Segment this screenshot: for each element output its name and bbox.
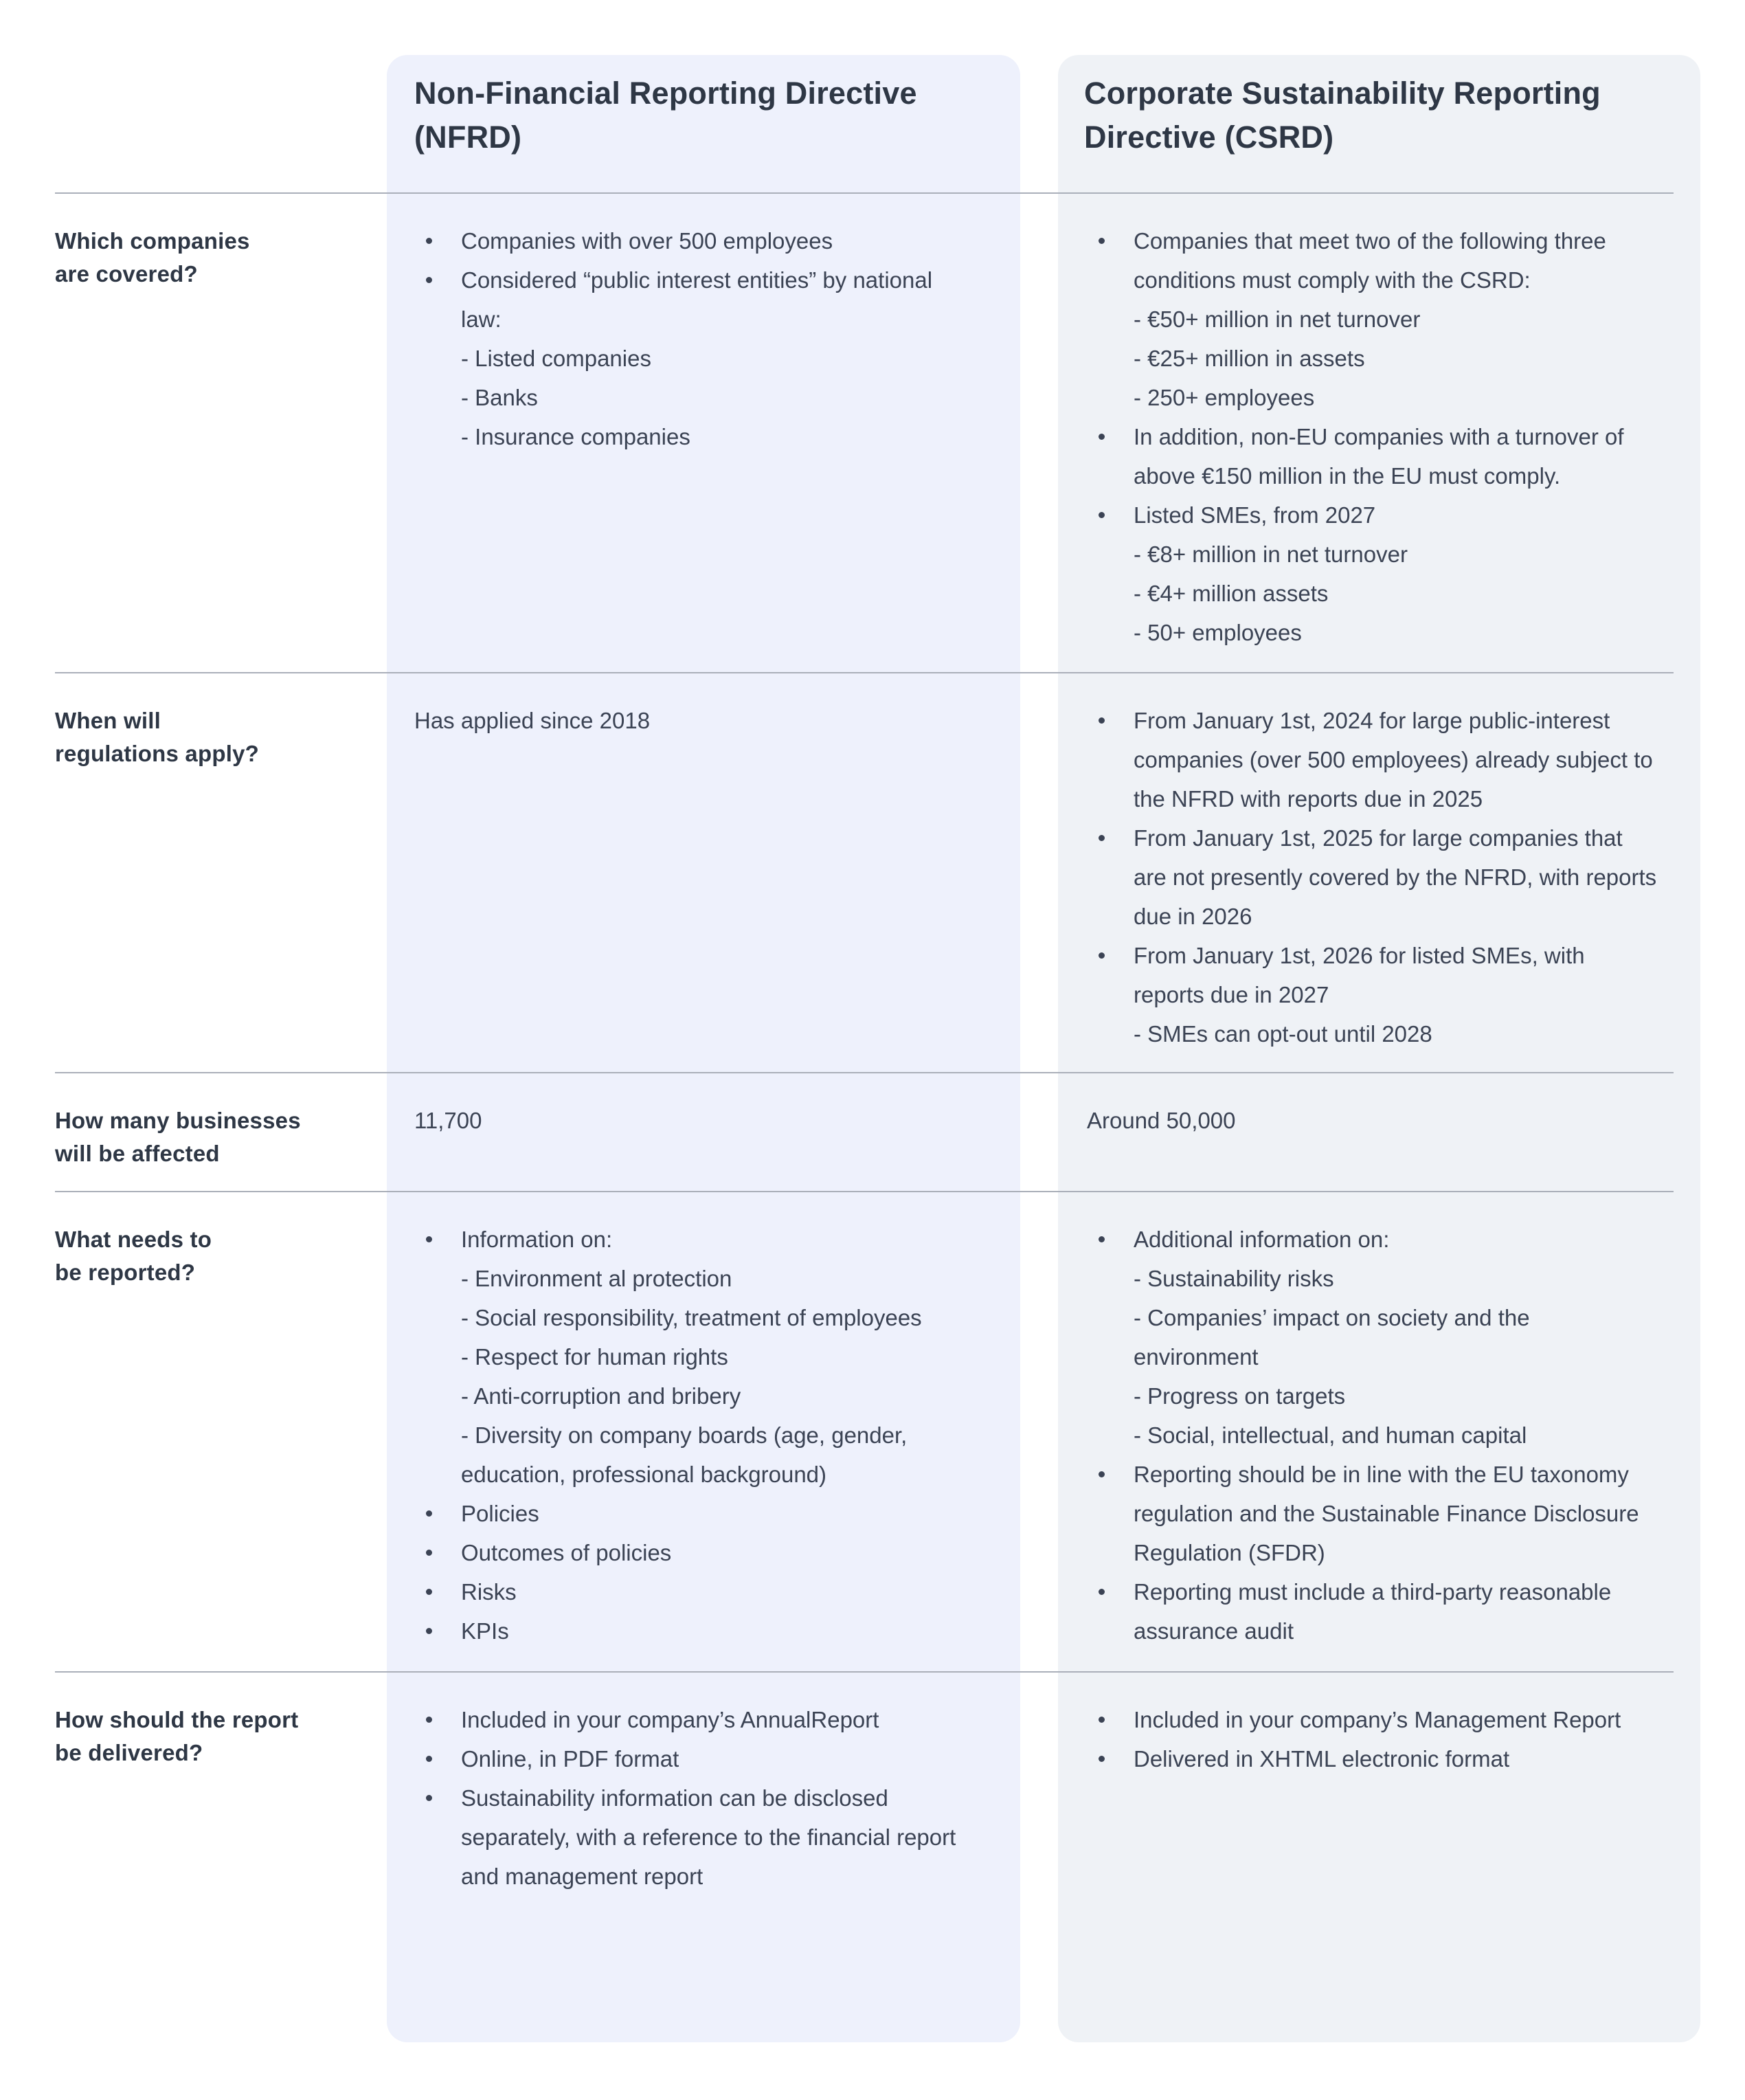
csrd-cell-what-reported: [1087, 1220, 1657, 1651]
nfrd-cell-report-delivered: [414, 1700, 971, 1896]
bullet-text: Companies that meet two of the following three conditions must comply with the CSRD:: [1134, 228, 1606, 293]
bullet-item: [1087, 1572, 1657, 1651]
sub-item: - Environment al protection: [461, 1266, 732, 1291]
bullet-dot-icon: [1099, 1471, 1105, 1477]
bullet-dot-icon: [1099, 952, 1105, 959]
row-label-report-delivered: [55, 1704, 378, 1769]
sub-item: - Sustainability risks: [1134, 1266, 1334, 1291]
bullet-text: Companies with over 500 employees: [461, 228, 833, 254]
bullet-text: Considered “public interest entities” by national law:: [461, 267, 933, 332]
row-label-line: What needs to: [55, 1227, 212, 1252]
bullet-dot-icon: [1099, 238, 1105, 244]
bullet-item: [414, 1572, 971, 1611]
bullet-item: [414, 1220, 971, 1259]
bullet-dot-icon: [426, 1589, 432, 1595]
bullet-text: Included in your company’s AnnualReport: [461, 1707, 879, 1732]
bullet-dot-icon: [426, 1236, 432, 1242]
bullet-dot-icon: [426, 1628, 432, 1634]
row-label-line: regulations apply?: [55, 741, 259, 766]
sub-item: - Anti-corruption and bribery: [461, 1383, 741, 1409]
sub-item: - €50+ million in net turnover: [1134, 306, 1421, 332]
row-label-line: are covered?: [55, 261, 198, 287]
sub-item: - 250+ employees: [1134, 385, 1315, 410]
sub-item: - Insurance companies: [461, 424, 690, 449]
sub-item: - Companies’ impact on society and the environment: [1134, 1305, 1530, 1370]
bullet-item: [1087, 818, 1657, 936]
row-divider: [55, 1072, 1674, 1073]
csrd-cell-when-apply: [1087, 701, 1657, 1053]
bullet-text: Online, in PDF format: [461, 1746, 679, 1772]
bullet-dot-icon: [1099, 1236, 1105, 1242]
bullet-text: Outcomes of policies: [461, 1540, 672, 1565]
bullet-dot-icon: [426, 238, 432, 244]
bullet-dot-icon: [1099, 835, 1105, 841]
sub-item: - Respect for human rights: [461, 1344, 728, 1370]
bullet-text: Sustainability information can be disclosed separately, with a reference to the financial report and management report: [461, 1785, 956, 1889]
bullet-text: Additional information on:: [1134, 1227, 1390, 1252]
row-label-line: How many businesses: [55, 1108, 301, 1133]
bullet-dot-icon: [426, 1717, 432, 1723]
bullet-item: [1087, 1220, 1657, 1259]
bullet-dot-icon: [426, 1756, 432, 1762]
bullet-text: Risks: [461, 1579, 517, 1605]
bullet-item: [1087, 936, 1657, 1014]
row-label-line: be delivered?: [55, 1740, 203, 1765]
bullet-dot-icon: [1099, 434, 1105, 440]
bullet-text: Included in your company’s Management Report: [1134, 1707, 1621, 1732]
bullet-item: [1087, 1455, 1657, 1572]
bullet-text: Information on:: [461, 1227, 613, 1252]
bullet-item: [414, 1611, 971, 1651]
csrd-cell-report-delivered: [1087, 1700, 1657, 1778]
sub-item: - SMEs can opt-out until 2028: [1134, 1021, 1432, 1047]
nfrd-cell-companies-covered: [414, 221, 971, 456]
bullet-dot-icon: [1099, 1756, 1105, 1762]
bullet-dot-icon: [1099, 1717, 1105, 1723]
sub-item: - Diversity on company boards (age, gender, education, professional background): [461, 1422, 908, 1487]
sub-item: - 50+ employees: [1134, 620, 1302, 645]
bullet-text: From January 1st, 2025 for large companies that are not presently covered by the NFRD, with reports due in 2026: [1134, 825, 1657, 929]
bullet-dot-icon: [1099, 1589, 1105, 1595]
sub-item: - Social, intellectual, and human capital: [1134, 1422, 1527, 1448]
sub-item: - €8+ million in net turnover: [1134, 541, 1408, 567]
nfrd-cell-when-apply: [414, 701, 971, 740]
bullet-text: From January 1st, 2026 for listed SMEs, with reports due in 2027: [1134, 943, 1585, 1007]
row-divider: [55, 192, 1674, 194]
cell-text: Around 50,000: [1087, 1108, 1236, 1133]
sub-item: - €25+ million in assets: [1134, 346, 1365, 371]
bullet-text: Listed SMEs, from 2027: [1134, 502, 1376, 528]
bullet-text: In addition, non-EU companies with a turnover of above €150 million in the EU must comply.: [1134, 424, 1624, 489]
csrd-column-title: Corporate Sustainability Reporting Directive (CSRD): [1084, 76, 1601, 155]
bullet-text: Delivered in XHTML electronic format: [1134, 1746, 1510, 1772]
bullet-item: [1087, 1739, 1657, 1778]
bullet-dot-icon: [1099, 512, 1105, 518]
bullet-item: [414, 260, 971, 339]
row-label-line: Which companies: [55, 228, 250, 254]
sub-item: - Listed companies: [461, 346, 651, 371]
bullet-item: [414, 1739, 971, 1778]
bullet-dot-icon: [1099, 717, 1105, 724]
nfrd-cell-businesses-affected: [414, 1101, 971, 1140]
bullet-text: From January 1st, 2024 for large public-interest companies (over 500 employees) already subject to the NFRD with reports due in 2025: [1134, 708, 1653, 812]
bullet-item: [1087, 701, 1657, 818]
bullet-item: [1087, 495, 1657, 535]
row-label-line: will be affected: [55, 1141, 220, 1166]
bullet-dot-icon: [426, 277, 432, 283]
csrd-cell-companies-covered: [1087, 221, 1657, 652]
sub-item: - Social responsibility, treatment of employees: [461, 1305, 922, 1330]
row-label-line: When will: [55, 708, 161, 733]
row-label-businesses-affected: [55, 1104, 378, 1170]
bullet-item: [1087, 1700, 1657, 1739]
bullet-item: [414, 1533, 971, 1572]
bullet-dot-icon: [426, 1550, 432, 1556]
cell-text: Has applied since 2018: [414, 708, 651, 733]
bullet-text: Reporting should be in line with the EU taxonomy regulation and the Sustainable Finance Disclosure Regulation (SFDR): [1134, 1462, 1639, 1565]
row-label-line: be reported?: [55, 1260, 196, 1285]
sub-item: - Banks: [461, 385, 538, 410]
sub-item: - €4+ million assets: [1134, 581, 1329, 606]
bullet-dot-icon: [426, 1795, 432, 1801]
bullet-item: [414, 1700, 971, 1739]
row-divider: [55, 1191, 1674, 1192]
bullet-dot-icon: [426, 1510, 432, 1517]
bullet-item: [1087, 221, 1657, 300]
row-label-when-apply: [55, 704, 378, 770]
nfrd-cell-what-reported: [414, 1220, 971, 1651]
bullet-text: Reporting must include a third-party reasonable assurance audit: [1134, 1579, 1612, 1644]
row-divider: [55, 1671, 1674, 1673]
bullet-item: [414, 1494, 971, 1533]
row-divider: [55, 672, 1674, 673]
row-label-companies-covered: [55, 225, 378, 291]
bullet-item: [414, 221, 971, 260]
nfrd-column-title: Non-Financial Reporting Directive (NFRD): [414, 76, 917, 155]
cell-text: 11,700: [414, 1108, 482, 1133]
csrd-cell-businesses-affected: [1087, 1101, 1657, 1140]
row-label-what-reported: [55, 1223, 378, 1289]
sub-item: - Progress on targets: [1134, 1383, 1346, 1409]
bullet-text: Policies: [461, 1501, 539, 1526]
bullet-text: KPIs: [461, 1618, 509, 1644]
bullet-item: [414, 1778, 971, 1896]
row-label-line: How should the report: [55, 1707, 299, 1732]
bullet-item: [1087, 417, 1657, 495]
